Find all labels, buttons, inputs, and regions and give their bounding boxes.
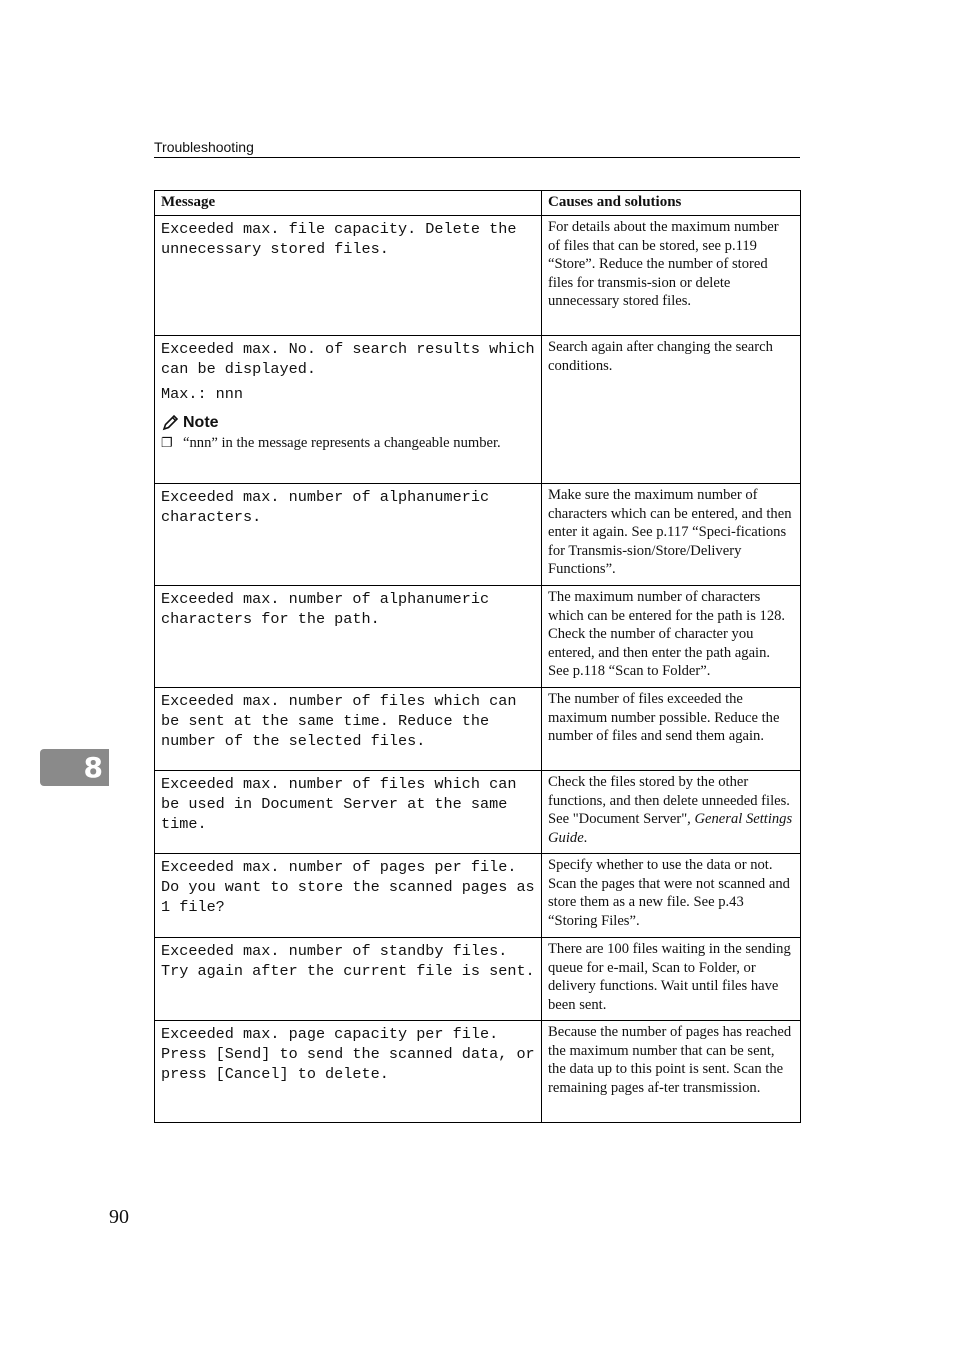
message-cell: [155, 336, 542, 484]
cause-text-italic: General Settings Guide: [548, 811, 793, 846]
chapter-tab: 8: [40, 749, 109, 786]
table-row: [155, 854, 801, 938]
message-cell: [155, 484, 542, 586]
page-number: 90: [109, 1206, 129, 1228]
message-text: Exceeded max. number of alphanumeric characters for the path.: [161, 590, 499, 628]
message-cell: [155, 854, 542, 938]
cause-cell: [542, 1021, 801, 1123]
message-text: Exceeded max. number of files which can be sent at the same time. Reduce the number of the selected files.: [161, 692, 526, 750]
cause-text: For details about the maximum number of files that can be stored, see p.119 “Store”. Reduce the number of stored files for transmis-sion or delete unnecessary stored files.: [548, 219, 779, 309]
cause-text: The maximum number of characters which can be entered for the path is 128. Check the number of character you entered, and then enter the path again. See p.118 “Scan to Folder”.: [548, 589, 786, 679]
cause-cell: [542, 938, 801, 1021]
table-row: [155, 484, 801, 586]
table-row: [155, 771, 801, 854]
message-cell: [155, 771, 542, 854]
cause-cell: [542, 484, 801, 586]
message-text: Exceeded max. number of files which can be used in Document Server at the same time.: [161, 775, 526, 833]
cause-text: Make sure the maximum number of characters which can be entered, and then enter it again. See p.117 “Speci-fications for Transmis-sion/Store/Delivery Functions”.: [548, 487, 792, 577]
pencil-icon: [161, 414, 179, 432]
message-text: Exceeded max. page capacity per file. Press [Send] to send the scanned data, or press [Cancel] to delete.: [161, 1025, 544, 1083]
table-header-row: [155, 191, 801, 216]
table-row: [155, 1021, 801, 1123]
note-item: [161, 434, 535, 453]
note-label: Note: [183, 414, 219, 431]
cause-text: The number of files exceeded the maximum number possible. Reduce the number of files and send them again.: [548, 691, 780, 744]
column-header-causes: Causes and solutions: [542, 191, 801, 216]
message-text: Exceeded max. file capacity. Delete the unnecessary stored files.: [161, 220, 526, 258]
cause-cell: [542, 216, 801, 336]
cause-text-main: Check the files stored by the other functions, and then delete unneeded files. See "Document Server",: [548, 774, 790, 827]
message-text: Exceeded max. No. of search results which can be displayed.: [161, 340, 544, 378]
message-cell: [155, 216, 542, 336]
cause-cell: [542, 336, 801, 484]
table-row: [155, 938, 801, 1021]
table-row: [155, 216, 801, 336]
cause-text: Specify whether to use the data or not. Scan the pages that were not scanned and store them as a new file. See p.43 “Storing Files”.: [548, 857, 790, 929]
cause-cell: [542, 586, 801, 688]
cause-text: [548, 773, 794, 847]
message-text: Exceeded max. number of pages per file. Do you want to store the scanned pages as 1 file?: [161, 858, 544, 916]
cause-cell: [542, 771, 801, 854]
error-message-table: [154, 190, 801, 1123]
table-row: [155, 688, 801, 771]
message-cell: [155, 688, 542, 771]
checkbox-bullet-icon: ❐: [161, 435, 173, 450]
message-text: Exceeded max. number of standby files. Try again after the current file is sent.: [161, 942, 535, 980]
cause-text: Because the number of pages has reached the maximum number that can be sent, the data up to this point is sent. Scan the remaining pages af-ter transmission.: [548, 1024, 792, 1096]
message-cell: [155, 938, 542, 1021]
note-text: “nnn” in the message represents a changeable number.: [183, 435, 501, 451]
cause-text: There are 100 files waiting in the sending queue for e-mail, Scan to Folder, or delivery functions. Wait until files have been sent.: [548, 941, 791, 1013]
running-header: Troubleshooting: [154, 139, 800, 158]
message-detail: Max.: nnn: [161, 385, 244, 403]
table-row: [155, 336, 801, 484]
cause-cell: [542, 854, 801, 938]
column-header-message: Message: [155, 191, 542, 216]
message-text: Exceeded max. number of alphanumeric characters.: [161, 488, 499, 526]
note-heading: [161, 414, 535, 432]
table-row: [155, 586, 801, 688]
cause-cell: [542, 688, 801, 771]
cause-text-end: .: [583, 829, 588, 846]
cause-text: Search again after changing the search conditions.: [548, 339, 773, 374]
message-cell: [155, 1021, 542, 1123]
message-cell: [155, 586, 542, 688]
